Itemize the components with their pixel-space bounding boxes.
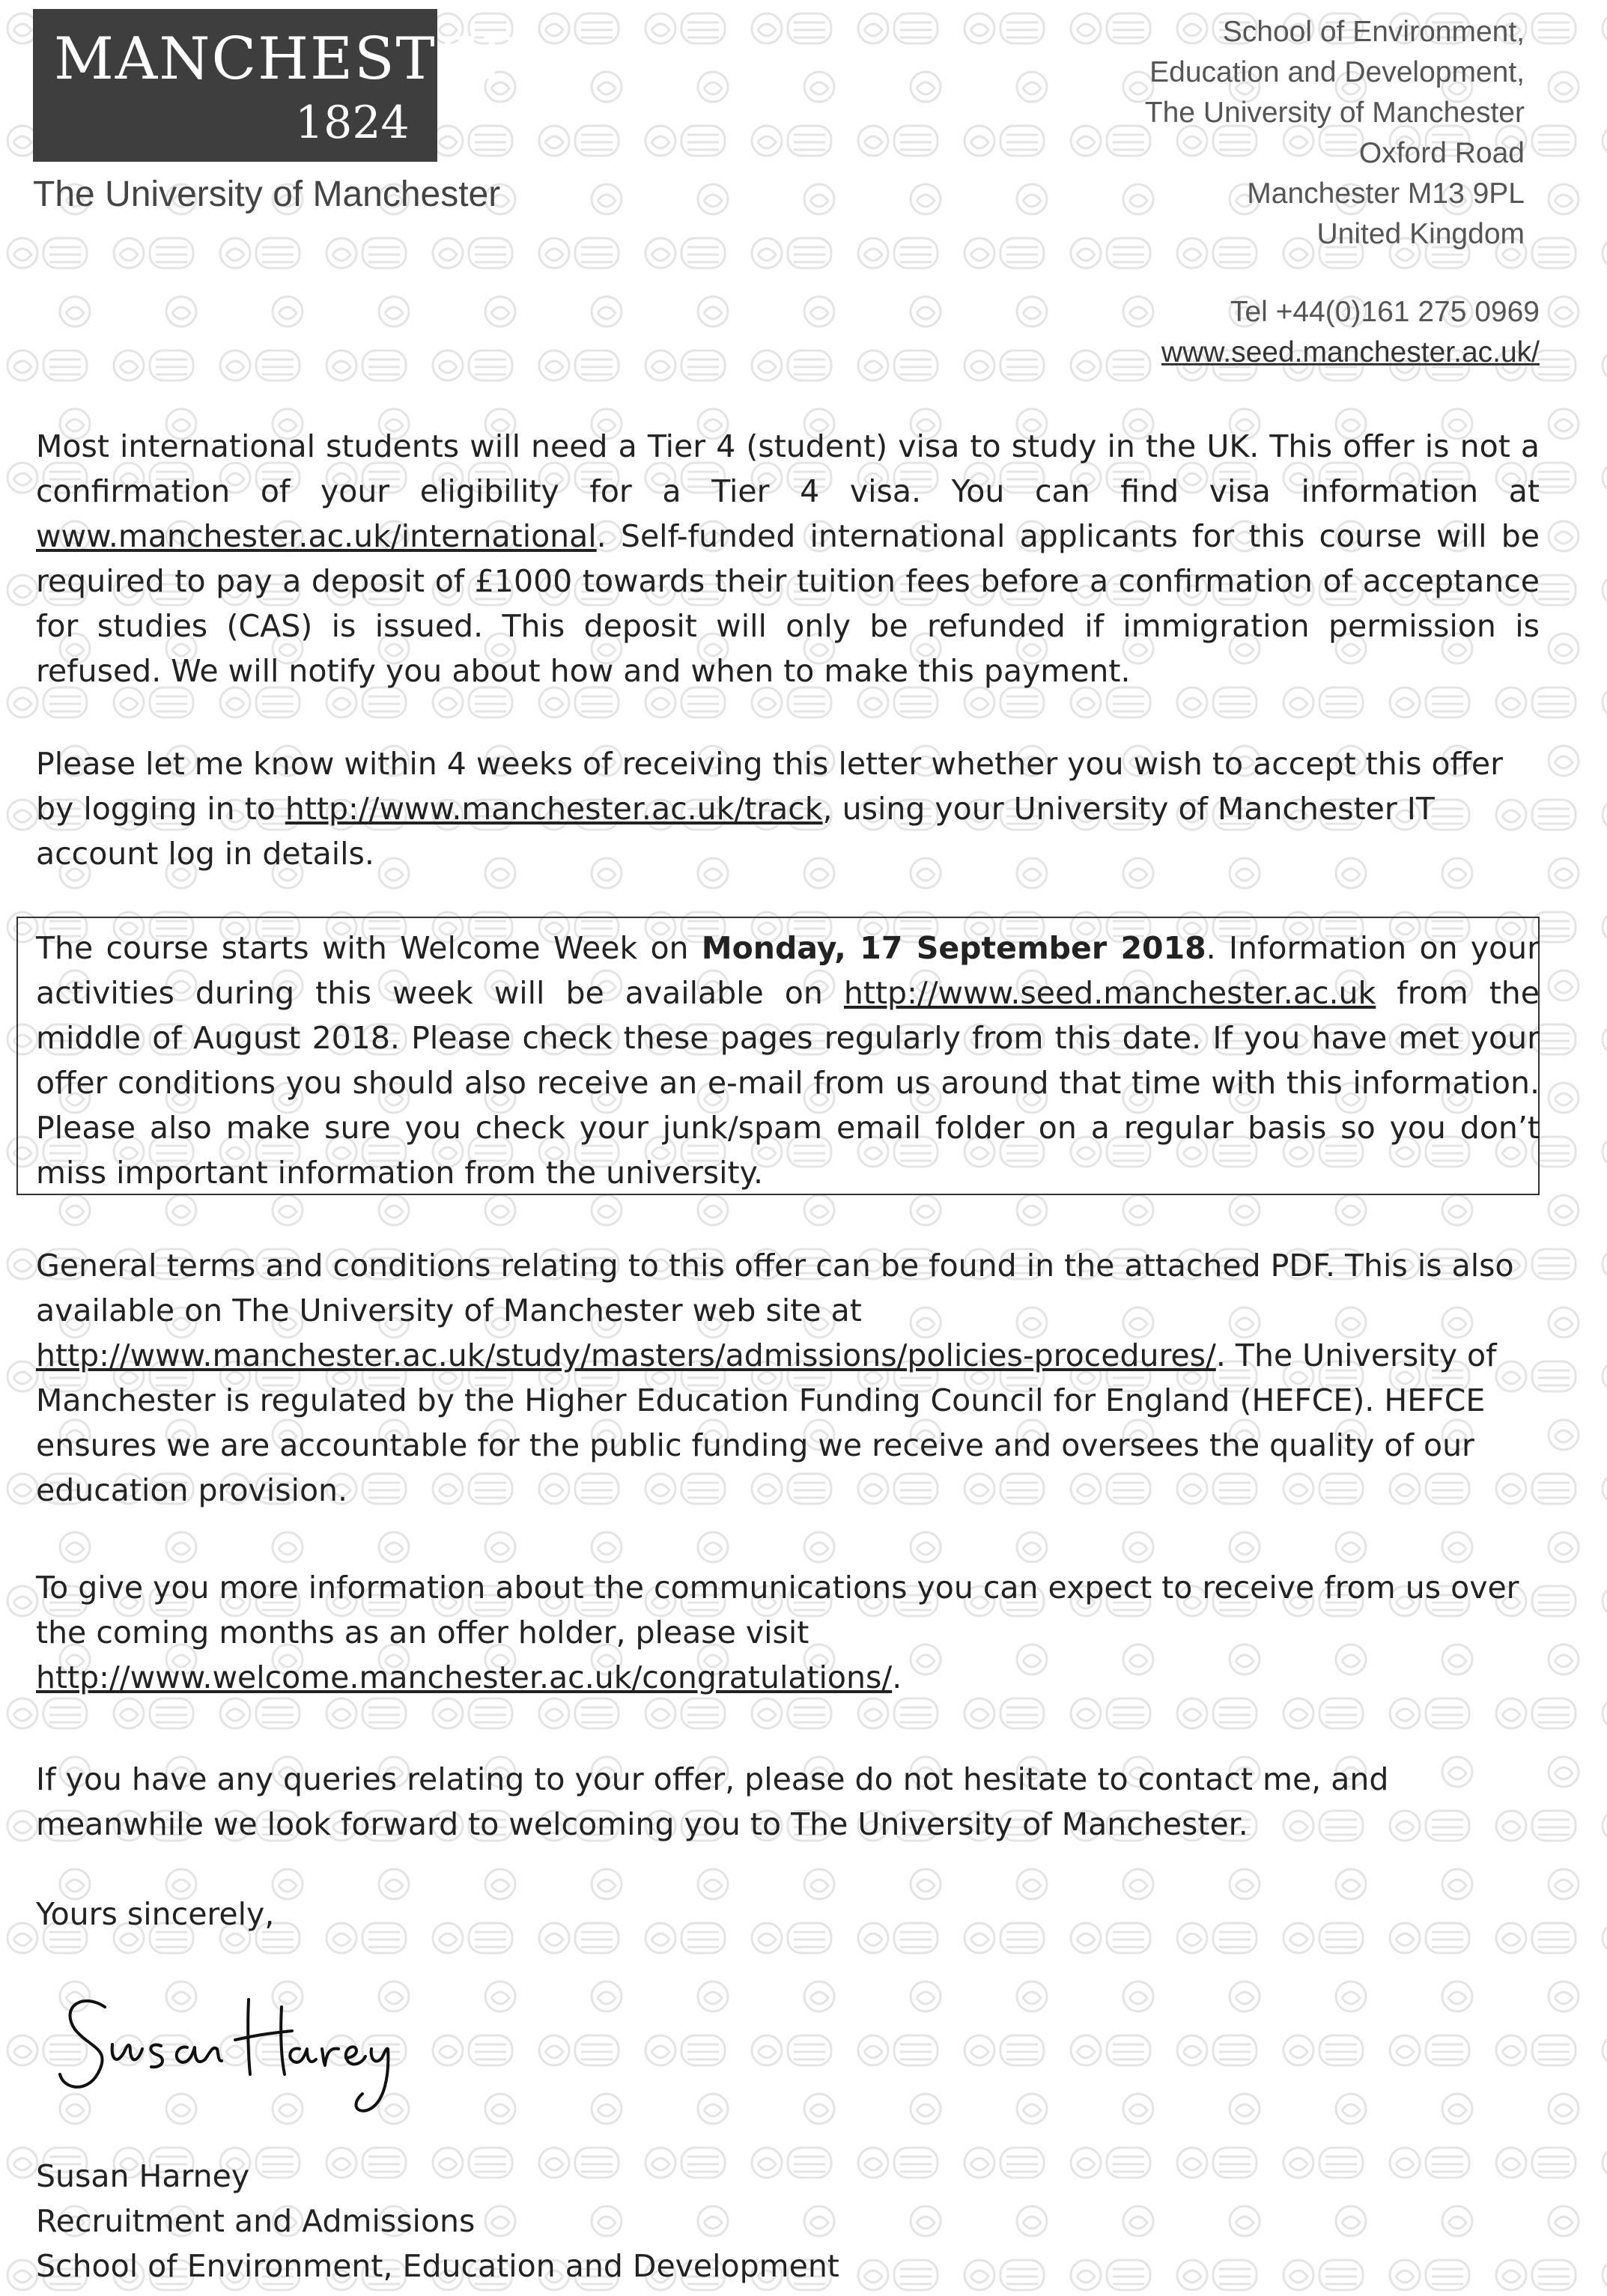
paragraph-text: . Information on your activities during this week will be available on bbox=[36, 930, 1540, 1011]
seed-link[interactable]: http://www.seed.manchester.ac.uk bbox=[843, 975, 1376, 1011]
address-line: School of Environment, bbox=[1222, 16, 1525, 48]
logo-subtitle: The University of Manchester bbox=[33, 174, 501, 214]
address-line: Manchester M13 9PL bbox=[1247, 177, 1525, 210]
paragraph-text: Please let me know within 4 weeks of receiving this letter whether you wish to accept this offer by logging in to bbox=[36, 746, 1503, 827]
logo-wordmark: MANCHESTER bbox=[54, 25, 526, 93]
closing: Yours sincerely, bbox=[36, 1896, 275, 1932]
contact-block bbox=[1161, 292, 1540, 373]
signatory-name: Susan Harney bbox=[36, 2158, 250, 2194]
visa-paragraph bbox=[36, 424, 1540, 693]
signatory-department: School of Environment, Education and Development bbox=[36, 2248, 839, 2284]
paragraph-text: The course starts with Welcome Week on bbox=[36, 930, 702, 966]
communications-paragraph bbox=[36, 1565, 1540, 1700]
start-date: Monday, 17 September 2018 bbox=[701, 930, 1206, 966]
paragraph-text: , using your University of Manchester IT account log in details. bbox=[36, 791, 1435, 872]
accept-offer-paragraph bbox=[36, 741, 1540, 876]
paragraph-text: . Self-funded international applicants for this course will be required to pay a deposit of £1000 towards their tuition fees before a confirmation of acceptance for studies (CAS) is issued. This deposit will only be refunded if immigration permission is refused. We will notify you about how and when to make this payment. bbox=[36, 518, 1540, 689]
paragraph-text: Most international students will need a Tier 4 (student) visa to study in the UK. This offer is not a confirmation of your eligibility for a Tier 4 visa. You can find visa information at bbox=[36, 428, 1540, 509]
address-line: Oxford Road bbox=[1358, 137, 1525, 169]
handwritten-signature bbox=[52, 1977, 404, 2127]
terms-paragraph bbox=[36, 1243, 1540, 1513]
paragraph-text: . bbox=[892, 1659, 902, 1695]
paragraph-text: General terms and conditions relating to this offer can be found in the attached PDF. This is also available on The University of Manchester web site at bbox=[36, 1248, 1514, 1328]
logo-year: 1824 bbox=[295, 97, 410, 149]
policies-link[interactable]: http://www.manchester.ac.uk/study/masters/admissions/policies-procedures/ bbox=[36, 1337, 1216, 1373]
queries-paragraph: If you have any queries relating to your offer, please do not hesitate to contact me, and meanwhile we look forward to welcoming you to The University of Manchester. bbox=[36, 1761, 1389, 1842]
address-line: The University of Manchester bbox=[1144, 97, 1525, 129]
signatory-title: Recruitment and Admissions bbox=[36, 2203, 476, 2239]
welcome-week-paragraph bbox=[36, 926, 1540, 1195]
university-logo bbox=[33, 9, 526, 166]
paragraph-text: . The University of Manchester is regulated by the Higher Education Funding Council for England (HEFCE). HEFCE ensures we are accountable for the public funding we receive and oversees the quality of our education provision. bbox=[36, 1337, 1497, 1508]
telephone: Tel +44(0)161 275 0969 bbox=[1230, 296, 1540, 328]
address-line: United Kingdom bbox=[1316, 218, 1525, 250]
address-line: Education and Development, bbox=[1149, 56, 1525, 88]
track-link[interactable]: http://www.manchester.ac.uk/track bbox=[285, 791, 823, 827]
paragraph-text: To give you more information about the communications you can expect to receive from us over the coming months as an offer holder, please visit bbox=[36, 1570, 1519, 1650]
congratulations-link[interactable]: http://www.welcome.manchester.ac.uk/congratulations/ bbox=[36, 1659, 893, 1695]
address-block bbox=[1145, 12, 1525, 255]
paragraph-text: from the middle of August 2018. Please check these pages regularly from this date. If you have met your offer conditions you should also receive an e-mail from us around that time with this information. Please also make sure you check your junk/spam email folder on a regular basis so you don’t miss important information from the university. bbox=[36, 975, 1540, 1191]
website-link[interactable]: www.seed.manchester.ac.uk/ bbox=[1161, 336, 1540, 368]
international-link[interactable]: www.manchester.ac.uk/international bbox=[36, 518, 597, 554]
